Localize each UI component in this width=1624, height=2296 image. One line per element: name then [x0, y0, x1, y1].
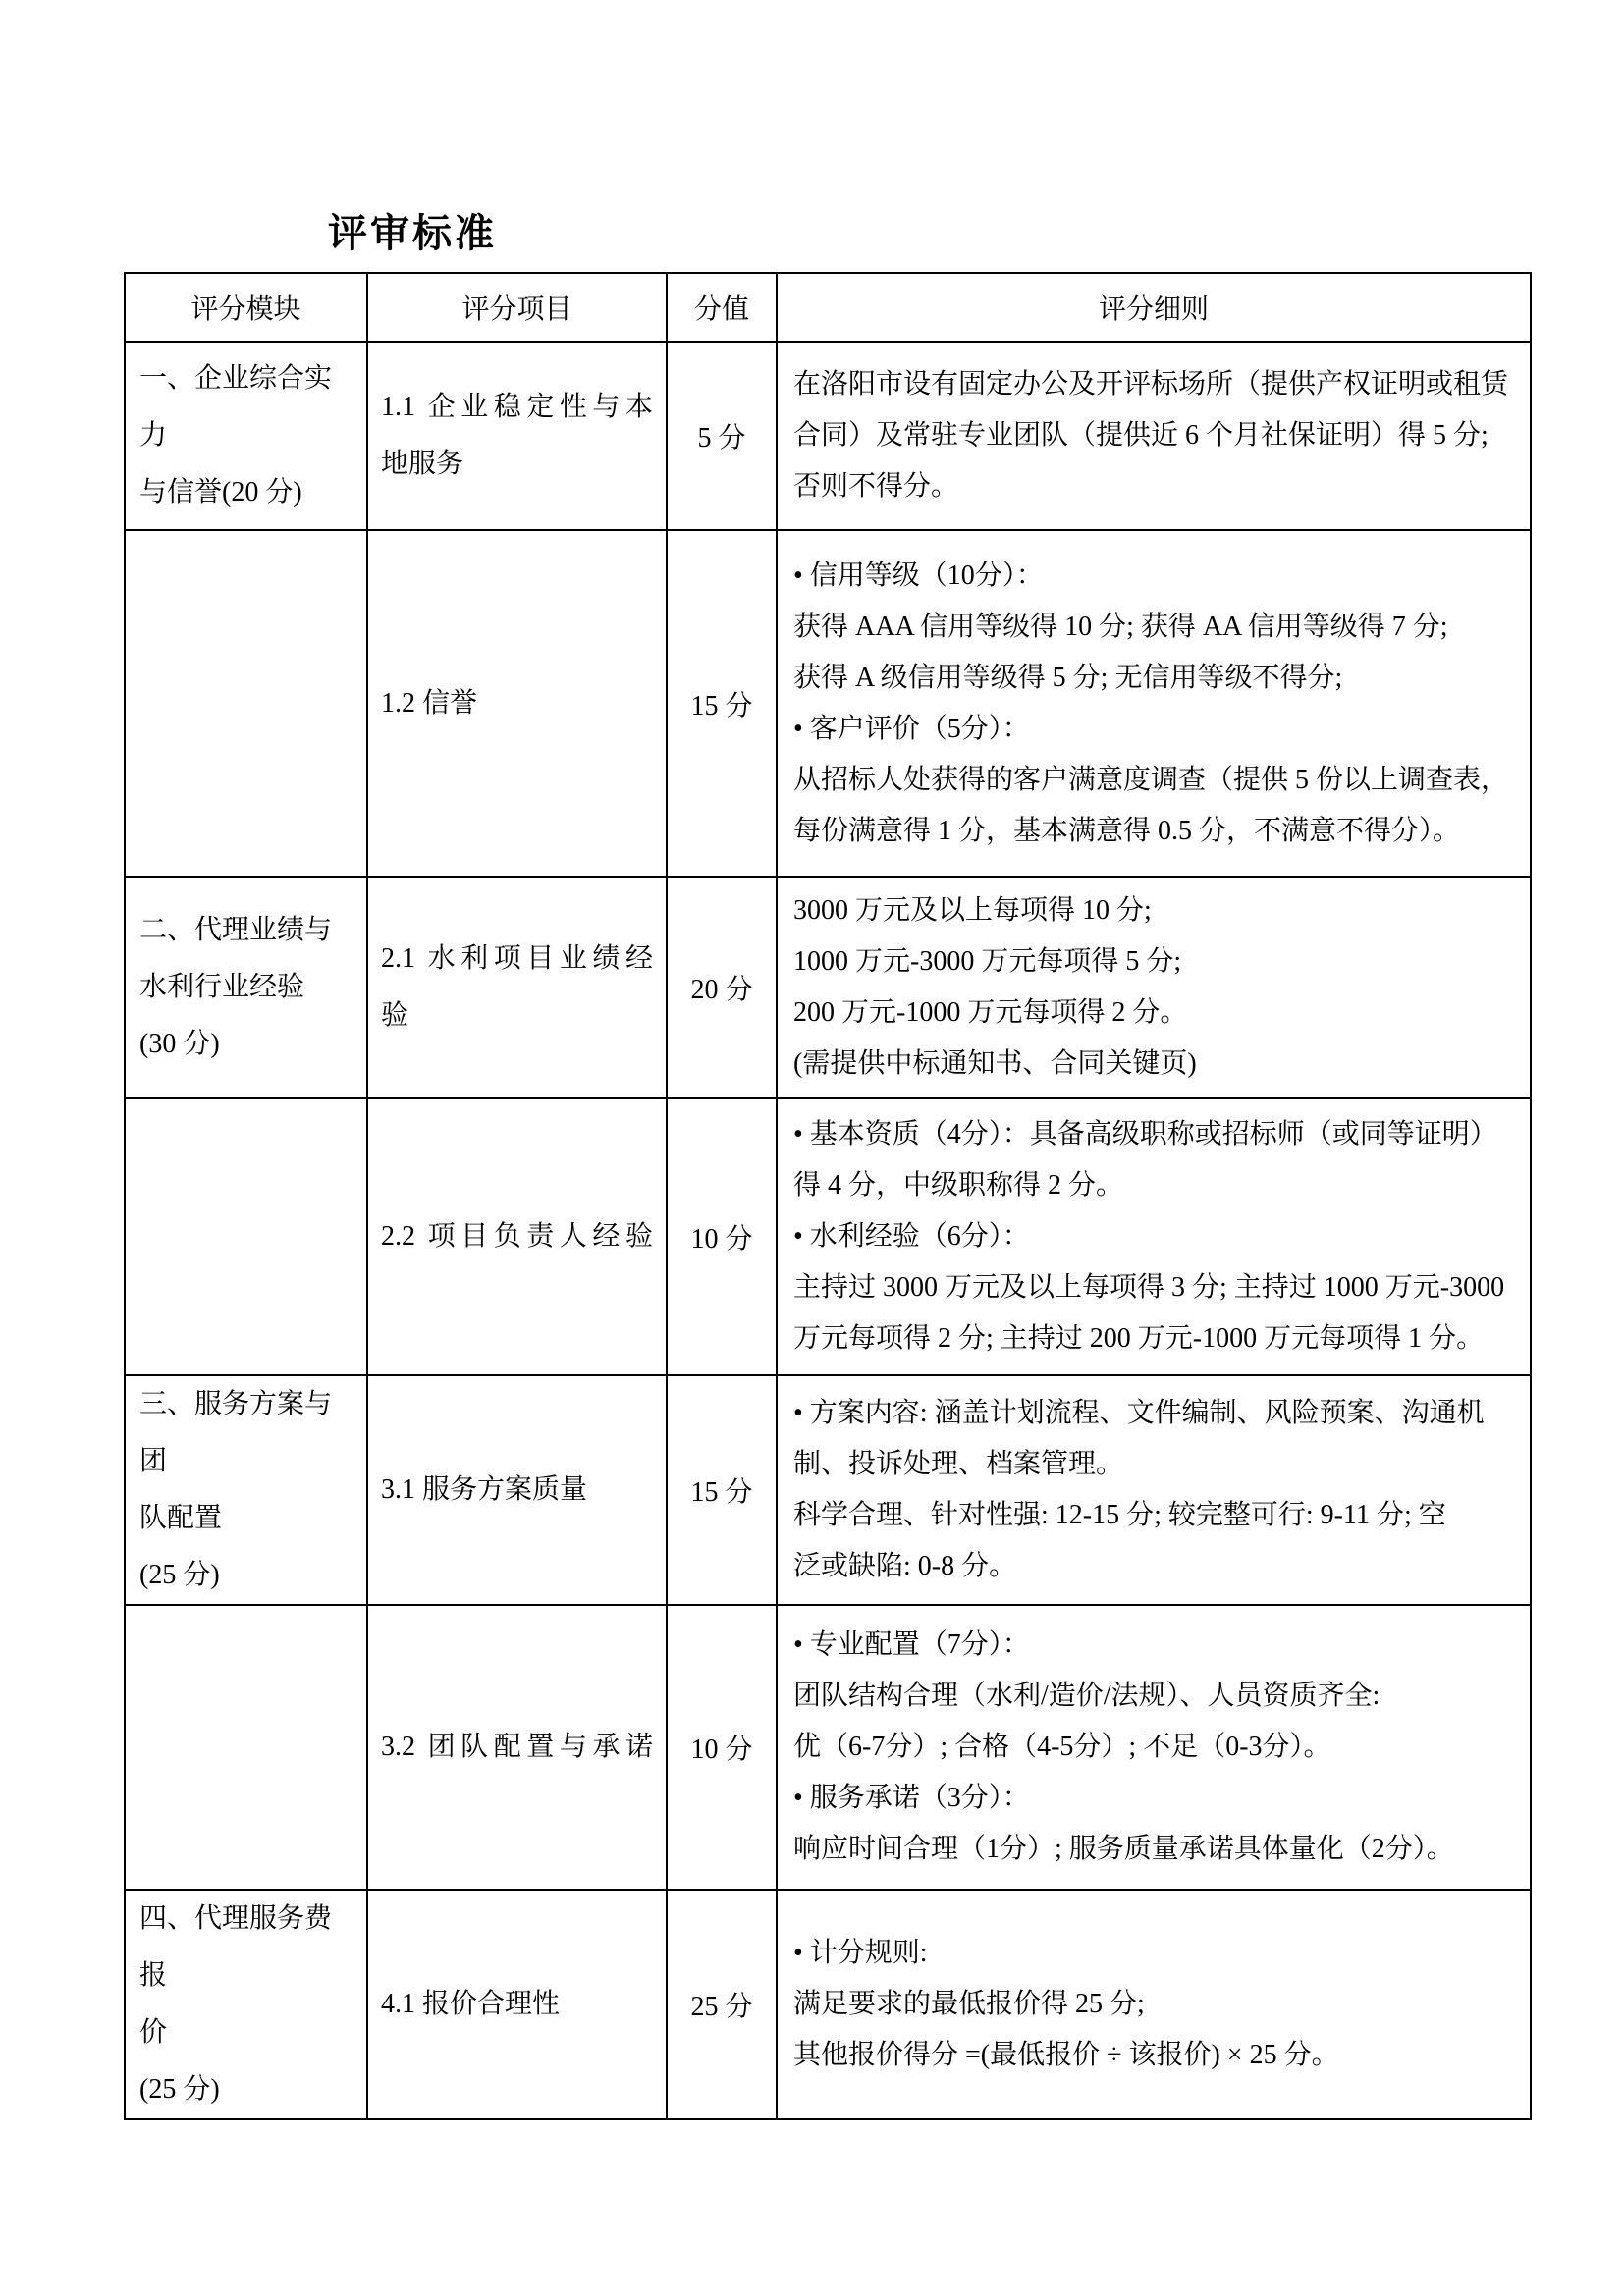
text-line: 在洛阳市设有固定办公及开评标场所（提供产权证明或租赁	[793, 369, 1509, 400]
score-cell: 10 分	[667, 1605, 777, 1890]
header-cell-detail: 评分细则	[777, 273, 1531, 342]
text-line: (30 分)	[139, 1029, 220, 1059]
text-line: 与信誉(20 分)	[139, 477, 302, 507]
text-line: 1.1 企业稳定性与本	[381, 392, 653, 422]
detail-cell	[777, 1605, 1531, 1890]
item-cell	[367, 877, 667, 1098]
score-cell: 20 分	[667, 877, 777, 1098]
text-line: 制、投诉处理、档案管理。	[793, 1449, 1124, 1479]
detail-cell	[777, 1890, 1531, 2119]
table-row	[125, 877, 1531, 1098]
item-cell	[367, 1890, 667, 2119]
item-cell	[367, 530, 667, 877]
page-title: 评审标准	[328, 211, 497, 255]
text-line: (需提供中标通知书、合同关键页)	[793, 1048, 1197, 1079]
text-line: 其他报价得分 =(最低报价 ÷ 该报价) × 25 分。	[793, 2040, 1339, 2070]
text-line: 团队结构合理（水利/造价/法规）、人员资质齐全:	[793, 1681, 1380, 1711]
text-line: 地服务	[381, 449, 464, 479]
text-line: • 客户评价（5分）：	[793, 713, 1030, 744]
module-cell	[125, 530, 367, 877]
detail-cell	[777, 1375, 1531, 1605]
header-cell-score: 分值	[667, 273, 777, 342]
text-line: 从招标人处获得的客户满意度调查（提供 5 份以上调查表，	[793, 764, 1509, 795]
detail-cell	[777, 1098, 1531, 1375]
module-cell	[125, 342, 367, 530]
text-line: 3000 万元及以上每项得 10 分;	[793, 895, 1152, 926]
text-line: 队配置	[139, 1503, 223, 1533]
text-line: 价	[139, 2017, 168, 2048]
score-cell: 5 分	[667, 342, 777, 530]
text-line: 水利行业经验	[139, 972, 305, 1002]
text-line: 2.2 项目负责人经验	[381, 1221, 653, 1252]
score-cell: 10 分	[667, 1098, 777, 1375]
text-line: 响应时间合理（1分）; 服务质量承诺具体量化（2分）。	[793, 1834, 1454, 1864]
text-line: 每份满意得 1 分，基本满意得 0.5 分，不满意不得分）。	[793, 815, 1461, 846]
score-cell: 15 分	[667, 1375, 777, 1605]
module-cell	[125, 1890, 367, 2119]
text-line: 三、服务方案与团	[139, 1389, 333, 1476]
text-line: 主持过 3000 万元及以上每项得 3 分; 主持过 1000 万元-3000	[793, 1272, 1505, 1303]
table-row	[125, 1890, 1531, 2119]
text-line: (25 分)	[139, 2074, 220, 2105]
detail-cell	[777, 342, 1531, 530]
item-cell	[367, 1605, 667, 1890]
header-cell-item: 评分项目	[367, 273, 667, 342]
text-line: 1000 万元-3000 万元每项得 5 分;	[793, 946, 1182, 977]
text-line: 否则不得分。	[793, 471, 959, 502]
item-cell	[367, 1098, 667, 1375]
module-cell	[125, 1098, 367, 1375]
table-row	[125, 530, 1531, 877]
text-line: 四、代理服务费报	[139, 1903, 333, 1991]
text-line: 科学合理、针对性强: 12-15 分; 较完整可行: 9-11 分; 空	[793, 1500, 1446, 1530]
text-line: 验	[381, 1000, 409, 1031]
score-cell: 15 分	[667, 530, 777, 877]
text-line: 3.1 服务方案质量	[381, 1474, 588, 1505]
text-line: 获得 AAA 信用等级得 10 分; 获得 AA 信用等级得 7 分;	[793, 611, 1448, 642]
text-line: • 服务承诺（3分）：	[793, 1783, 1030, 1813]
text-line: 合同）及常驻专业团队（提供近 6 个月社保证明）得 5 分;	[793, 420, 1489, 451]
text-line: (25 分)	[139, 1560, 220, 1590]
text-line: 万元每项得 2 分; 主持过 200 万元-1000 万元每项得 1 分。	[793, 1323, 1485, 1354]
text-line: 优（6-7分）; 合格（4-5分）; 不足（0-3分）。	[793, 1732, 1331, 1762]
text-line: • 专业配置（7分）：	[793, 1629, 1030, 1660]
item-cell	[367, 1375, 667, 1605]
text-line: • 计分规则:	[793, 1938, 928, 1968]
text-line: 200 万元-1000 万元每项得 2 分。	[793, 997, 1188, 1028]
text-line: 满足要求的最低报价得 25 分;	[793, 1989, 1145, 2019]
text-line: 泛或缺陷: 0-8 分。	[793, 1551, 1017, 1581]
table-row	[125, 1375, 1531, 1605]
text-line: 3.2 团队配置与承诺	[381, 1732, 653, 1762]
header-row	[125, 273, 1531, 342]
evaluation-table	[124, 272, 1532, 2120]
text-line: • 方案内容: 涵盖计划流程、文件编制、风险预案、沟通机	[793, 1398, 1485, 1428]
module-cell	[125, 877, 367, 1098]
text-line: • 水利经验（6分）：	[793, 1221, 1030, 1252]
text-line: 1.2 信誉	[381, 687, 478, 719]
text-line: • 信用等级（10分）：	[793, 560, 1044, 591]
text-line: • 基本资质（4分）：具备高级职称或招标师（或同等证明）	[793, 1119, 1497, 1149]
module-cell	[125, 1375, 367, 1605]
header-cell-module: 评分模块	[125, 273, 367, 342]
table-row	[125, 1605, 1531, 1890]
table-row	[125, 342, 1531, 530]
module-cell	[125, 1605, 367, 1890]
text-line: 获得 A 级信用等级得 5 分; 无信用等级不得分;	[793, 662, 1343, 693]
text-line: 4.1 报价合理性	[381, 1989, 561, 2019]
detail-cell	[777, 877, 1531, 1098]
detail-cell	[777, 530, 1531, 877]
text-line: 得 4 分，中级职称得 2 分。	[793, 1170, 1124, 1201]
item-cell	[367, 342, 667, 530]
score-cell: 25 分	[667, 1890, 777, 2119]
text-line: 二、代理业绩与	[139, 915, 333, 945]
text-line: 2.1 水利项目业绩经	[381, 943, 653, 974]
table-row	[125, 1098, 1531, 1375]
text-line: 一、企业综合实力	[139, 363, 333, 451]
